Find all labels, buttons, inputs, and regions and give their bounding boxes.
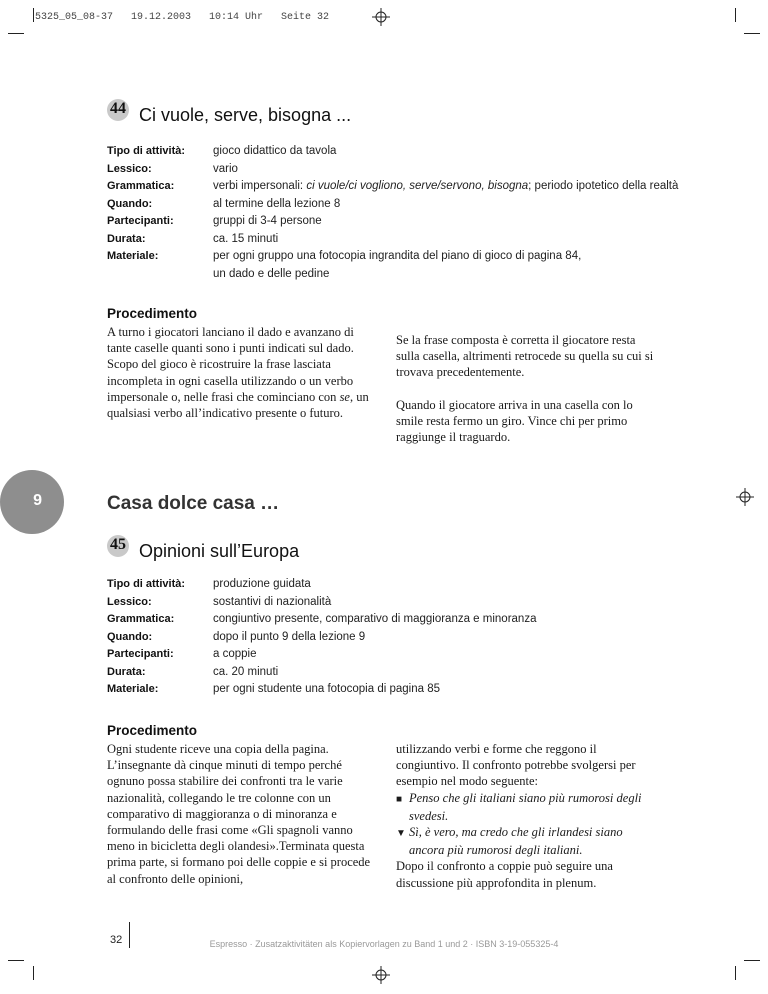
info-value-text: verbi impersonali: [213,180,307,192]
info-label: Quando: [107,630,153,643]
info-value: dopo il punto 9 della lezione 9 [213,630,366,643]
example-sentence [396,824,660,858]
info-label: Durata: [107,665,146,678]
example-text: Penso che gli italiani siano più rumorosi degli svedesi. [409,790,642,823]
paragraph: Se la frase composta è corretta il giocatore resta sulla casella, altrimenti retrocede su quella su cui si trovava precedentemente. [396,333,654,380]
procedure-heading: Procedimento [107,306,198,321]
info-value-text: un dado e delle pedine [213,267,330,280]
info-label: Partecipanti: [107,648,174,660]
info-label: Materiale: [107,683,159,695]
page-number: 32 [110,934,123,946]
info-label: Materiale: [107,250,159,262]
paragraph: Dopo il confronto a coppie può seguire una discussione più approfondita in plenum. [396,859,613,890]
info-label: Quando: [107,197,153,210]
paragraph-text: , un qualsiasi verbo all’indicativo presente o futuro. [107,389,369,421]
activity-number-badge: 45 [107,535,129,557]
info-value-text: ; periodo ipotetico della realtà [528,180,679,192]
activity-info-table [107,143,678,283]
info-value: gruppi di 3-4 persone [213,215,322,227]
info-label: Grammatica: [107,180,175,192]
info-label: Durata: [107,232,146,245]
chapter-number: 9 [33,492,42,509]
crop-mark [735,8,736,22]
info-value [213,248,581,283]
info-label: Lessico: [107,162,152,175]
example-sentence [396,790,660,824]
crop-mark [33,966,34,980]
info-label: Grammatica: [107,613,175,625]
info-value: produzione guidata [213,578,311,590]
activity-title: Ci vuole, serve, bisogna ... [139,105,352,125]
info-value: gioco didattico da tavola [213,145,337,157]
chapter-tab [0,470,64,534]
example-text: Sì, è vero, ma credo che gli irlandesi siano ancora più rumorosi degli italiani. [409,825,623,858]
info-value-text: per ogni gruppo una fotocopia ingrandita del piano di gioco di pagina 84, [213,250,582,262]
print-slug: 5325_05_08-37 19.12.2003 10:14 Uhr Seite 32 [35,12,330,23]
procedure-left-column [107,741,379,903]
procedure-left-column [107,324,379,437]
paragraph: Ogni studente riceve una copia della pagina. L’insegnante dà cinque minuti di tempo perché ognuno possa stabilire dei confronti tra le varie nazionalità, collegando le tre colonne con un comparativo di maggioranza o di minoranza e formulando delle frasi come «Gli spagnoli vanno meno in bicicletta degli olandesi».Terminata questa prima parte, si formano poi delle coppie e si procede al confronto delle opinioni, [107,742,371,886]
registration-mark-icon [736,488,754,506]
activity-title: Opinioni sull’Europa [139,541,300,561]
info-value: sostantivi di nazionalità [213,595,332,608]
info-value: ca. 20 minuti [213,665,279,678]
crop-mark [735,966,736,980]
procedure-right-column [396,332,660,461]
paragraph-text: A turno i giocatori lanciano il dado e avanzano di tante caselle quanti sono i punti indicati sul dado. Scopo del gioco è ricostruire la frase lasciata incompleta in ogni casella utilizzando o un verbo impersonale o, nelle frasi che cominciano con [107,325,354,404]
info-value: a coppie [213,648,257,660]
info-label: Tipo di attività: [107,145,186,157]
crop-mark [744,960,760,961]
info-label: Tipo di attività: [107,578,186,590]
info-value: congiuntivo presente, comparativo di maggioranza e minoranza [213,613,537,625]
activity-number-badge: 44 [107,99,129,121]
info-value: al termine della lezione 8 [213,197,341,210]
triangle-bullet-icon: ▼ [396,828,406,840]
chapter-title: Casa dolce casa … [107,493,280,514]
crop-mark [8,960,24,961]
paragraph: Quando il giocatore arriva in una casella con lo smile resta fermo un giro. Vince chi per primo raggiunge il traguardo. [396,397,633,445]
info-value: per ogni studente una fotocopia di pagina 85 [213,683,440,695]
square-bullet-icon: ■ [396,793,403,805]
info-value-italic: ci vuole/ci vogliono, serve/servono, bisogna [306,180,529,192]
footer-text: Espresso · Zusatzaktivitäten als Kopiervorlagen zu Band 1 und 2 · ISBN 3-19-055325-4 [209,939,559,949]
paragraph [107,324,379,421]
paragraph-italic: se [339,389,350,404]
info-value: ca. 15 minuti [213,232,279,245]
info-value [213,178,678,196]
info-value: vario [213,162,238,175]
paragraph: utilizzando verbi e forme che reggono il congiuntivo. Il confronto potrebbe svolgersi per esempio nel modo seguente: [396,742,636,789]
crop-mark [8,33,24,34]
crop-mark [744,33,760,34]
info-label: Lessico: [107,595,152,608]
registration-mark-icon [372,8,390,26]
info-label: Partecipanti: [107,215,174,227]
registration-mark-icon [372,966,390,984]
activity-info-table [107,576,536,699]
crop-mark [33,8,34,22]
procedure-right-column [396,741,660,891]
procedure-heading: Procedimento [107,723,198,738]
